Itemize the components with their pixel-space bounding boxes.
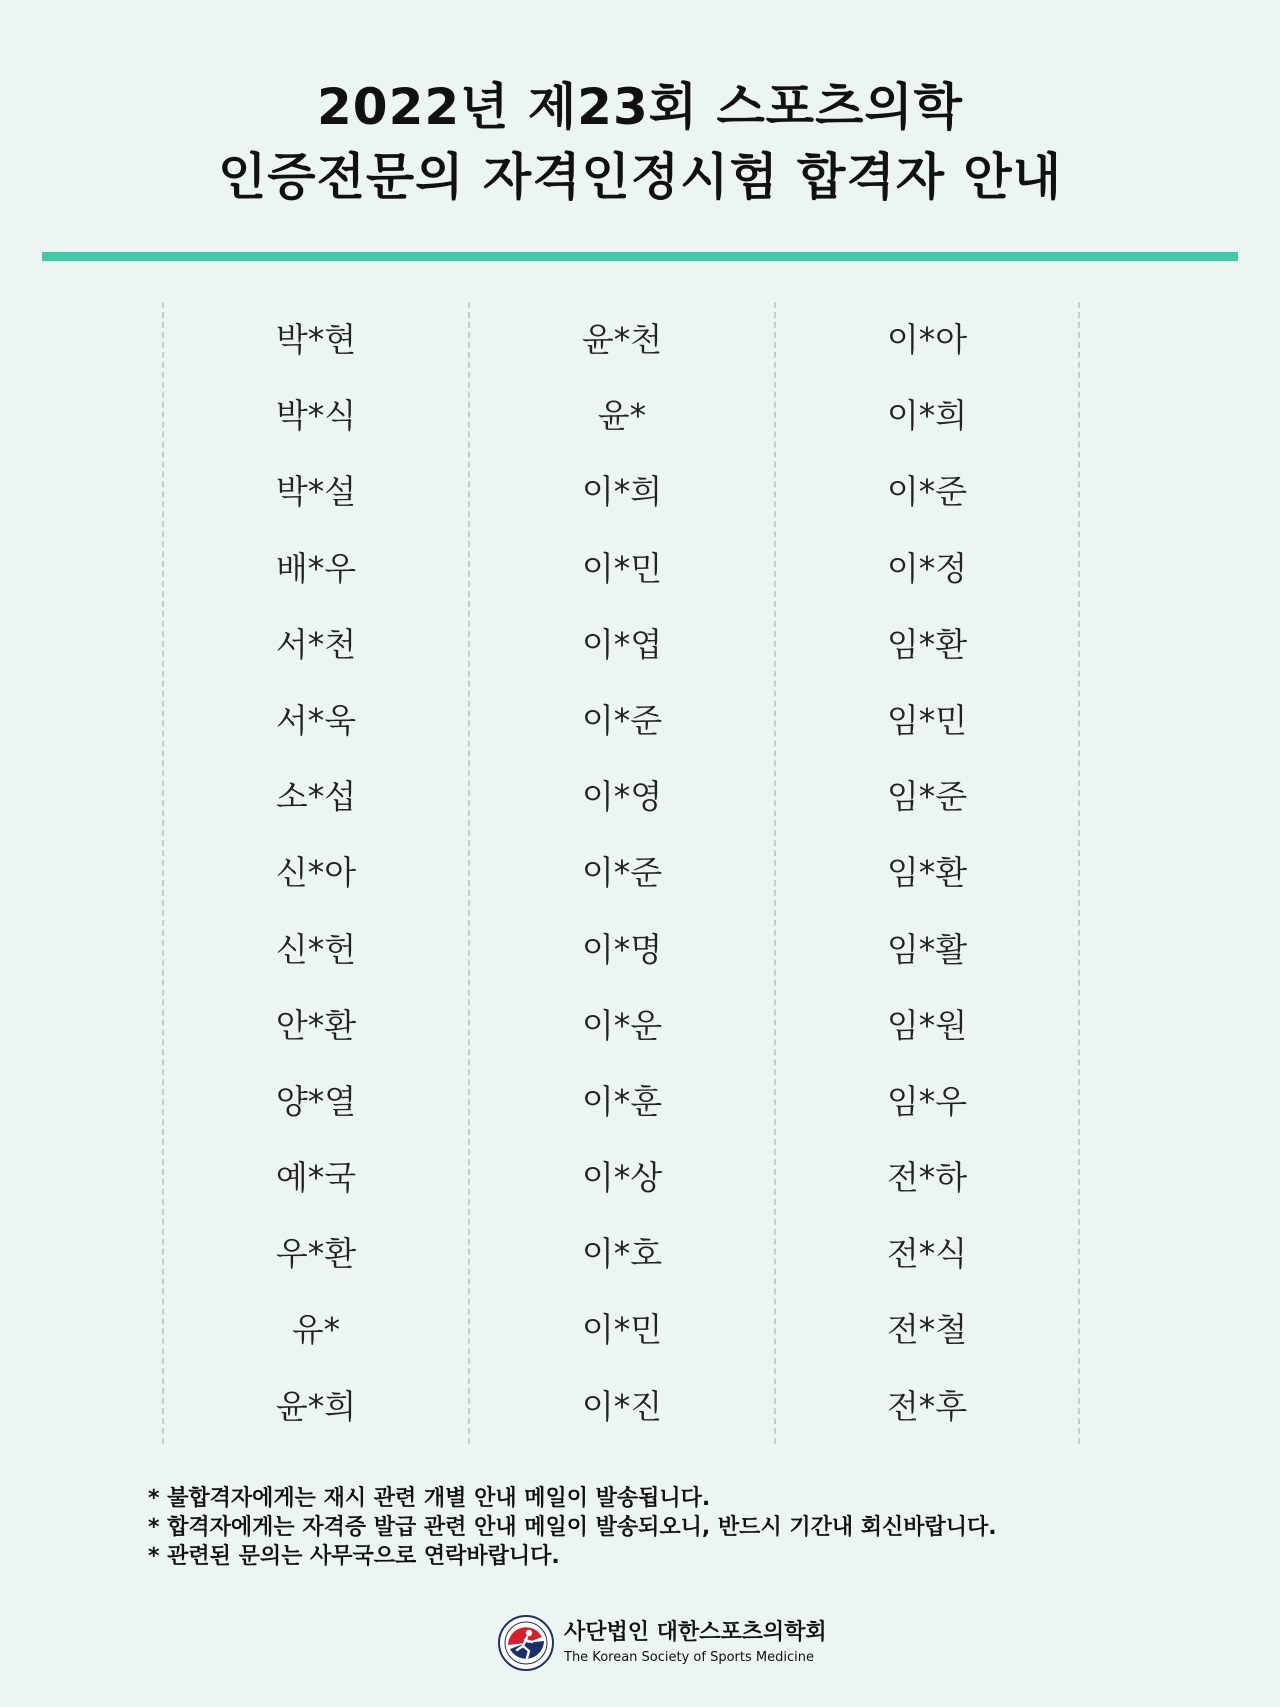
passer-name: 이*아	[886, 320, 968, 359]
passer-name: 이*훈	[581, 1081, 663, 1121]
passer-name: 이*영	[581, 777, 663, 817]
page-title	[0, 72, 1280, 212]
passer-name: 이*진	[581, 1386, 663, 1426]
notice-item: * 불합격자에게는 재시 관련 개별 안내 메일이 발송됩니다.	[148, 1486, 711, 1511]
passer-name: 이*준	[886, 472, 968, 512]
society-logo-icon	[498, 1613, 554, 1673]
passer-column-1	[162, 302, 468, 1444]
passer-name: 유*	[291, 1310, 341, 1350]
passer-name: 이*명	[581, 929, 663, 969]
passer-name: 임*환	[886, 624, 968, 664]
passer-name: 임*민	[886, 700, 968, 740]
passer-name: 이*희	[886, 396, 968, 436]
passer-name: 이*민	[581, 1310, 663, 1350]
passer-name: 이*상	[581, 1158, 663, 1198]
passer-column-2	[468, 302, 774, 1444]
passer-name: 박*식	[275, 396, 357, 436]
passer-name: 윤*천	[581, 320, 663, 359]
passer-name: 이*호	[581, 1234, 663, 1274]
notice-item: * 관련된 문의는 사무국으로 연락바랍니다.	[148, 1544, 560, 1569]
passer-name: 이*운	[581, 1005, 663, 1045]
passer-name: 임*환	[886, 853, 968, 893]
passer-name: 전*철	[886, 1310, 968, 1350]
organization-name-english: The Korean Society of Sports Medicine	[564, 1650, 814, 1665]
passer-name: 임*원	[886, 1005, 968, 1045]
organization-footer	[498, 1608, 827, 1678]
passer-name: 윤*희	[275, 1386, 357, 1426]
passer-name: 신*헌	[275, 929, 357, 969]
passer-name: 임*우	[886, 1081, 968, 1121]
passer-name: 안*환	[275, 1005, 357, 1045]
passer-name: 전*후	[886, 1386, 968, 1426]
title-line-2: 인증전문의 자격인정시험 합격자 안내	[217, 148, 1063, 206]
passer-name: 윤*	[597, 396, 647, 436]
passer-name: 이*엽	[581, 624, 663, 664]
accent-divider	[42, 252, 1238, 261]
passer-name: 이*정	[886, 548, 968, 588]
notice-list	[148, 1484, 997, 1571]
notice-item: * 합격자에게는 자격증 발급 관련 안내 메일이 발송되오니, 반드시 기간내 회신바랍니다.	[148, 1515, 997, 1540]
passer-name: 서*욱	[275, 700, 357, 740]
passer-name: 임*준	[886, 777, 968, 817]
title-line-1: 2022년 제23회 스포츠의학	[317, 78, 963, 136]
passer-name: 신*아	[275, 853, 357, 893]
passer-name: 소*섭	[275, 777, 357, 817]
passer-name: 전*식	[886, 1234, 968, 1274]
passer-name: 배*우	[275, 548, 357, 588]
passer-name: 이*준	[581, 700, 663, 740]
passer-table	[162, 302, 1080, 1444]
passer-name: 양*열	[275, 1081, 357, 1121]
passer-column-3	[774, 302, 1080, 1444]
passer-name: 이*희	[581, 472, 663, 512]
passer-name: 박*현	[275, 320, 357, 359]
passer-name: 이*준	[581, 853, 663, 893]
passer-name: 이*민	[581, 548, 663, 588]
passer-name: 서*천	[275, 624, 357, 664]
passer-name: 우*환	[275, 1234, 357, 1274]
passer-name: 전*하	[886, 1158, 968, 1198]
passer-name: 임*활	[886, 929, 968, 969]
organization-name-korean: 사단법인 대한스포츠의학회	[564, 1620, 827, 1645]
passer-name: 예*국	[275, 1158, 357, 1198]
passer-name: 박*설	[275, 472, 357, 512]
